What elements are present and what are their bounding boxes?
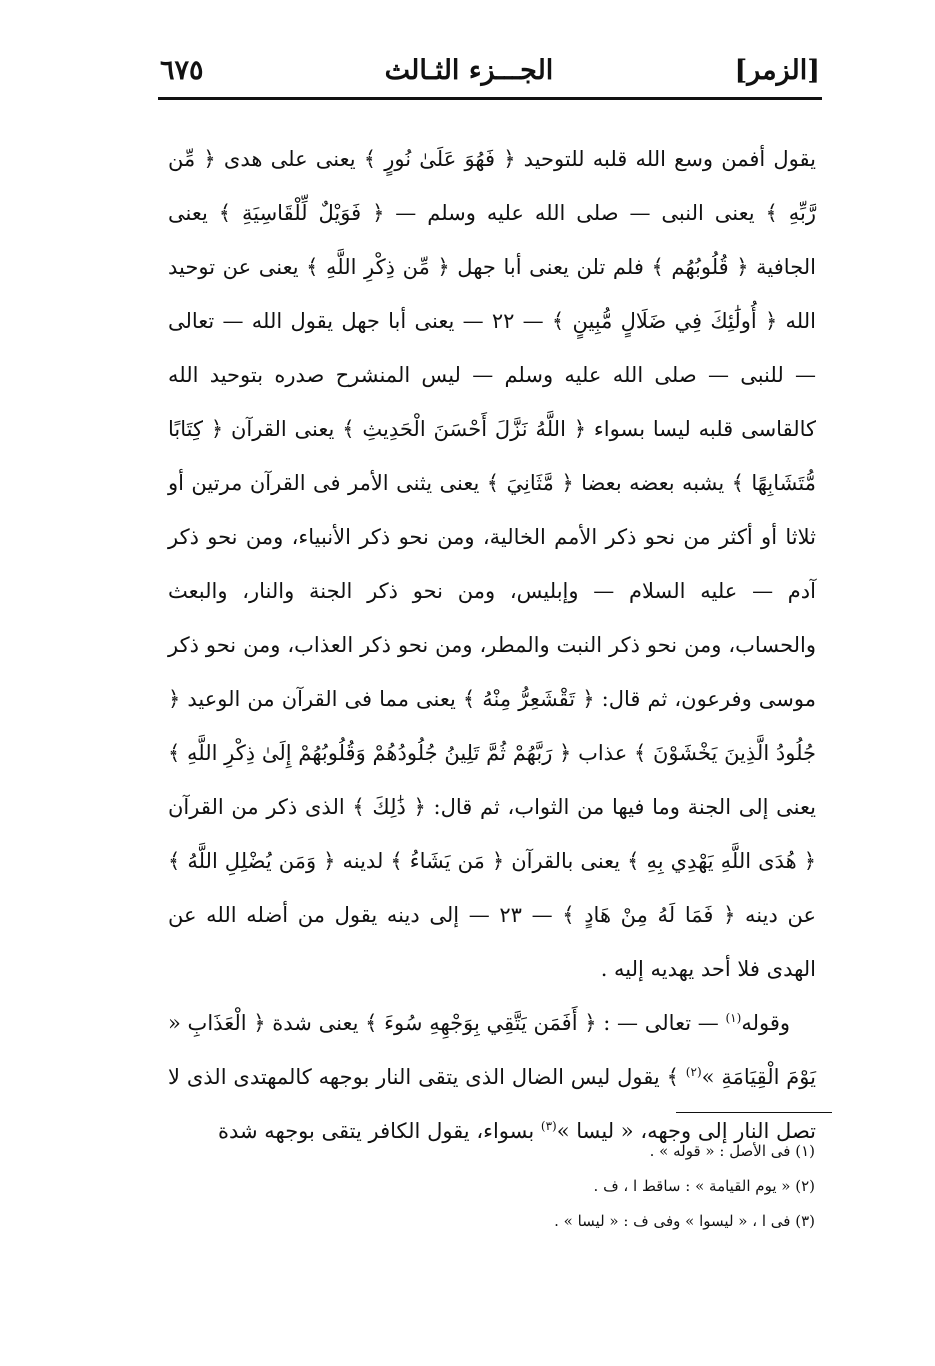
paragraph-2-part-c: ﴾ يقول ليس الضال الذى يتقى النار بوجهه كالمهتدى الذى لا تصل النار إلى وجهه، « ليسا » bbox=[168, 1065, 816, 1143]
footnote-1: (١) فى الأصل : « قوله » . bbox=[649, 1142, 815, 1160]
page-number: ٦٧٥ bbox=[160, 54, 204, 86]
footnote-ref-2: (٢) bbox=[685, 1065, 702, 1079]
footnote-3: (٣) فى ا ، « ليسوا » وفى ف : « ليسا » . bbox=[554, 1212, 815, 1230]
footnote-ref-3: (٣) bbox=[540, 1119, 557, 1133]
main-text bbox=[168, 132, 816, 1158]
part-title: الجـــزء الثـالث bbox=[384, 54, 554, 86]
footnote-divider bbox=[676, 1112, 832, 1113]
footnotes bbox=[300, 1134, 815, 1239]
paragraph-1: يقول أفمن وسع الله قلبه للتوحيد ﴿ فَهُوَ عَلَىٰ نُورٍ ﴾ يعنى على هدى ﴿ مِّن رَّبِّهِ ﴾ يعنى النبى — صلى الله عليه وسلم — ﴿ فَوَيْلٌ لِّلْقَاسِيَةِ ﴾ يعنى الجافية ﴿ قُلُوبُهُم ﴾ فلم تلن يعنى أبا جهل ﴿ مِّن ذِكْرِ اللَّهِ ﴾ يعنى عن توحيد الله ﴿ أُولَٰئِكَ فِي ضَلَالٍ مُّبِينٍ ﴾ — ٢٢ — يعنى أبا جهل يقول الله — تعالى — للنبى — صلى الله عليه وسلم — ليس المنشرح صدره بتوحيد الله كالقاسى قلبه ليسا بسواء ﴿ اللَّهُ نَزَّلَ أَحْسَنَ الْحَدِيثِ ﴾ يعنى القرآن ﴿ كِتَابًا مُّتَشَابِهًا ﴾ يشبه بعضه بعضا ﴿ مَّثَانِيَ ﴾ يعنى يثنى الأمر فى القرآن مرتين أو ثلاثا أو أكثر من نحو ذكر الأمم الخالية، ومن نحو ذكر الأنبياء، ومن نحو ذكر آدم — عليه السلام — وإبليس، ومن نحو ذكر الجنة والنار، والبعث والحساب، ومن نحو ذكر النبت والمطر، ومن نحو ذكر العذاب، ومن نحو ذكر موسى وفرعون، ثم قال: ﴿ تَقْشَعِرُّ مِنْهُ ﴾ يعنى مما فى القرآن من الوعيد ﴿ جُلُودُ الَّذِينَ يَخْشَوْنَ ﴾ عذاب ﴿ رَبَّهُمْ ثُمَّ تَلِينُ جُلُودُهُمْ وَقُلُوبُهُمْ إِلَىٰ ذِكْرِ اللَّهِ ﴾ يعنى إلى الجنة وما فيها من الثواب، ثم قال: ﴿ ذَٰلِكَ ﴾ الذى ذكر من القرآن ﴿ هُدَى اللَّهِ يَهْدِي بِهِ ﴾ يعنى بالقرآن ﴿ مَن يَشَاءُ ﴾ لدينه ﴿ وَمَن يُضْلِلِ اللَّهُ ﴾ عن دينه ﴿ فَمَا لَهُ مِنْ هَادٍ ﴾ — ٢٣ — إلى دينه يقول من أضله الله عن الهدى فلا أحد يهديه إليه . bbox=[168, 147, 816, 981]
paragraph-2-part-a: وقوله bbox=[741, 1011, 790, 1035]
header-divider bbox=[158, 97, 822, 100]
paragraph-2-part-b: — تعالى — : ﴿ أَفَمَن يَتَّقِي بِوَجْهِهِ سُوءَ ﴾ يعنى شدة ﴿ الْعَذَابِ « يَوْمَ الْقِيَامَةِ » bbox=[168, 1011, 816, 1089]
paragraph-2-part-d: بسواء، يقول الكافر يتقى بوجهه شدة bbox=[217, 1119, 541, 1143]
surah-name: [الزمر] bbox=[734, 54, 820, 86]
footnote-2: (٢) « يوم القيامة » : ساقط ا ، ف . bbox=[593, 1177, 815, 1195]
footnote-ref-1: (١) bbox=[725, 1011, 742, 1025]
page-header bbox=[160, 48, 820, 92]
